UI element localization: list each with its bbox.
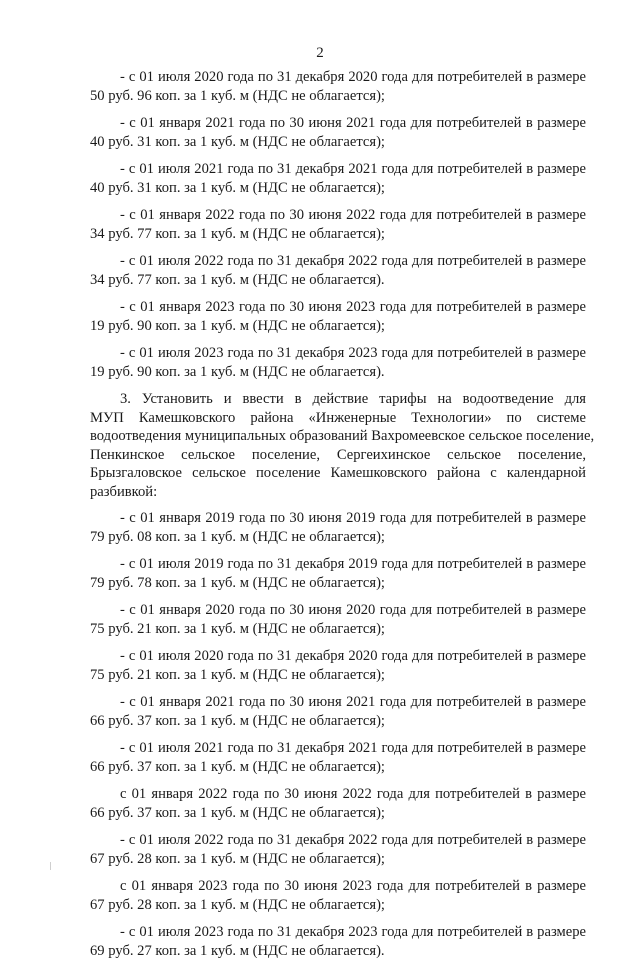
tariff-item bbox=[90, 923, 586, 961]
tariff-line: 40 руб. 31 коп. за 1 куб. м (НДС не облагается); bbox=[90, 180, 385, 196]
tariff-line: 67 руб. 28 коп. за 1 куб. м (НДС не облагается); bbox=[90, 897, 385, 913]
tariff-line: 50 руб. 96 коп. за 1 куб. м (НДС не облагается); bbox=[90, 88, 385, 104]
section-3-paragraph bbox=[90, 390, 595, 501]
tariff-item bbox=[90, 298, 586, 336]
tariff-item bbox=[90, 877, 586, 915]
tariff-line: с 01 января 2023 года по 30 июня 2023 года для потребителей в размере bbox=[120, 878, 586, 894]
tariff-item bbox=[90, 160, 586, 198]
tariff-line: - с 01 июля 2022 года по 31 декабря 2022 года для потребителей в размере bbox=[120, 832, 586, 848]
tariff-line: 34 руб. 77 коп. за 1 куб. м (НДС не облагается). bbox=[90, 272, 385, 288]
section-line: МУП Камешковского района «Инженерные Технологии» по системе bbox=[90, 409, 586, 426]
tariff-line: 66 руб. 37 коп. за 1 куб. м (НДС не облагается); bbox=[90, 713, 385, 729]
tariff-item bbox=[90, 555, 586, 593]
tariff-item bbox=[90, 785, 586, 823]
section-line: разбивкой: bbox=[90, 483, 158, 500]
tariff-item bbox=[90, 601, 586, 639]
tariff-line: - с 01 июля 2023 года по 31 декабря 2023 года для потребителей в размере bbox=[120, 924, 586, 940]
tariff-line: - с 01 июля 2019 года по 31 декабря 2019 года для потребителей в размере bbox=[120, 556, 586, 572]
tariff-line: 34 руб. 77 коп. за 1 куб. м (НДС не облагается); bbox=[90, 226, 385, 242]
tariff-line: 19 руб. 90 коп. за 1 куб. м (НДС не облагается). bbox=[90, 364, 385, 380]
page-number: 2 bbox=[316, 45, 324, 61]
tariff-line: 79 руб. 08 коп. за 1 куб. м (НДС не облагается); bbox=[90, 529, 385, 545]
tariff-line: 66 руб. 37 коп. за 1 куб. м (НДС не облагается); bbox=[90, 759, 385, 775]
section-line: Брызгаловское сельское поселение Камешковского района с календарной bbox=[90, 465, 586, 481]
tariff-item bbox=[90, 114, 586, 152]
section-line: водоотведения муниципальных образований Вахромеевское сельское поселение, bbox=[90, 428, 595, 444]
tariff-line: 66 руб. 37 коп. за 1 куб. м (НДС не облагается); bbox=[90, 805, 385, 821]
tariff-line: - с 01 января 2022 года по 30 июня 2022 года для потребителей в размере bbox=[120, 207, 586, 223]
tariff-line: 19 руб. 90 коп. за 1 куб. м (НДС не облагается); bbox=[90, 318, 385, 334]
document-body bbox=[90, 68, 595, 969]
tariff-line: - с 01 июля 2020 года по 31 декабря 2020 года для потребителей в размере bbox=[120, 69, 586, 85]
tariff-item bbox=[90, 252, 586, 290]
tariff-line: - с 01 июля 2023 года по 31 декабря 2023 года для потребителей в размере bbox=[120, 345, 586, 361]
scan-edge-mark bbox=[50, 862, 51, 870]
tariff-item bbox=[90, 739, 586, 777]
tariff-line: 79 руб. 78 коп. за 1 куб. м (НДС не облагается); bbox=[90, 575, 385, 591]
tariff-item bbox=[90, 344, 586, 382]
tariff-line: - с 01 января 2023 года по 30 июня 2023 года для потребителей в размере bbox=[120, 299, 586, 315]
tariff-item bbox=[90, 831, 586, 869]
tariff-line: - с 01 июля 2021 года по 31 декабря 2021 года для потребителей в размере bbox=[120, 740, 586, 756]
tariff-line: 75 руб. 21 коп. за 1 куб. м (НДС не облагается); bbox=[90, 667, 385, 683]
tariff-item bbox=[90, 509, 586, 547]
tariff-line: - с 01 июля 2021 года по 31 декабря 2021 года для потребителей в размере bbox=[120, 161, 586, 177]
tariff-line: 69 руб. 27 коп. за 1 куб. м (НДС не облагается). bbox=[90, 943, 385, 959]
tariff-line: 75 руб. 21 коп. за 1 куб. м (НДС не облагается); bbox=[90, 621, 385, 637]
tariff-line: - с 01 января 2021 года по 30 июня 2021 года для потребителей в размере bbox=[120, 115, 586, 131]
tariff-line: - с 01 января 2021 года по 30 июня 2021 года для потребителей в размере bbox=[120, 694, 586, 710]
tariff-line: - с 01 июля 2020 года по 31 декабря 2020 года для потребителей в размере bbox=[120, 648, 586, 664]
tariff-line: с 01 января 2022 года по 30 июня 2022 года для потребителей в размере bbox=[120, 786, 586, 802]
section-line: Пенкинское сельское поселение, Сергеихинское сельское поселение, bbox=[90, 446, 586, 463]
tariff-line: - с 01 июля 2022 года по 31 декабря 2022 года для потребителей в размере bbox=[120, 253, 586, 269]
tariff-item bbox=[90, 206, 586, 244]
tariff-line: 40 руб. 31 коп. за 1 куб. м (НДС не облагается); bbox=[90, 134, 385, 150]
tariff-item bbox=[90, 68, 586, 106]
tariff-line: - с 01 января 2019 года по 30 июня 2019 года для потребителей в размере bbox=[120, 510, 586, 526]
tariff-line: - с 01 января 2020 года по 30 июня 2020 года для потребителей в размере bbox=[120, 602, 586, 618]
tariff-item bbox=[90, 647, 586, 685]
tariff-item bbox=[90, 693, 586, 731]
section-line: 3. Установить и ввести в действие тарифы на водоотведение для bbox=[120, 391, 586, 407]
tariff-line: 67 руб. 28 коп. за 1 куб. м (НДС не облагается); bbox=[90, 851, 385, 867]
